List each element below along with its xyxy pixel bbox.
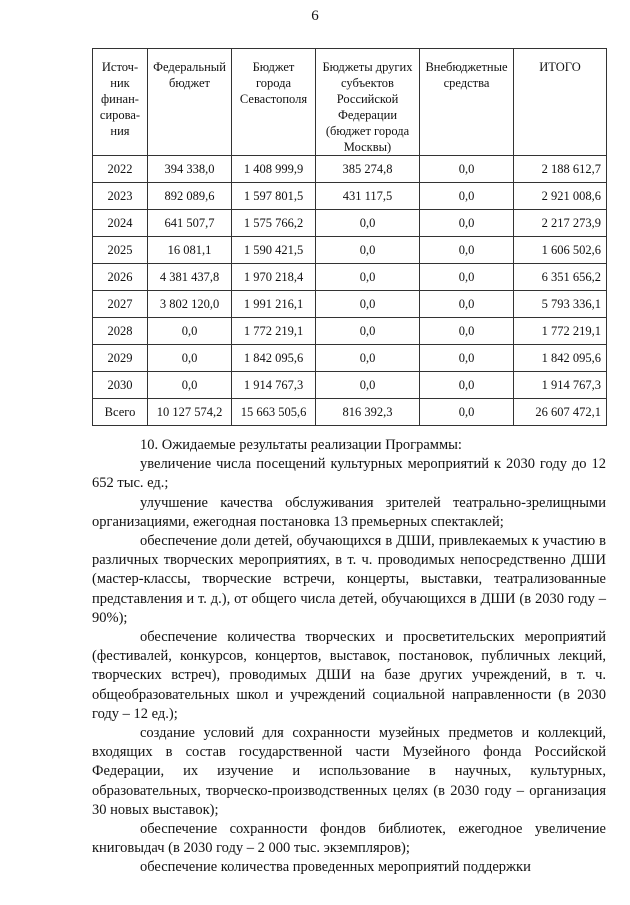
table-cell: 1 606 502,6 bbox=[514, 237, 607, 264]
table-cell: 1 970 218,4 bbox=[232, 264, 316, 291]
table-cell: 5 793 336,1 bbox=[514, 291, 607, 318]
table-body bbox=[93, 156, 607, 426]
table-cell: 0,0 bbox=[420, 318, 514, 345]
table-row bbox=[93, 318, 607, 345]
table-cell: 0,0 bbox=[316, 264, 420, 291]
paragraph: улучшение качества обслуживания зрителей театрально-зрелищными организациями, ежегодная постановка 13 премьерных спектаклей; bbox=[92, 494, 606, 530]
header-other-subjects-budget: Бюджеты других субъектов Российской Федерации (бюджет города Москвы) bbox=[316, 49, 420, 156]
table-cell: 10 127 574,2 bbox=[148, 399, 232, 426]
table-cell: 0,0 bbox=[316, 318, 420, 345]
paragraph: обеспечение доли детей, обучающихся в ДШИ, привлекаемых к участию в различных творческих мероприятиях, в т. ч. проводимых непосредственно ДШИ (мастер-классы, творческие встречи, концерты, выставки, театрализованные представления и т. д.), от общего числа детей, обучающихся в ДШИ (в 2030 году – 90%); bbox=[92, 533, 606, 626]
table-cell: 1 842 095,6 bbox=[232, 345, 316, 372]
table-cell: 0,0 bbox=[148, 318, 232, 345]
table-row bbox=[93, 237, 607, 264]
table-row bbox=[93, 345, 607, 372]
table-cell: 3 802 120,0 bbox=[148, 291, 232, 318]
table-cell: 0,0 bbox=[316, 210, 420, 237]
table-cell: 1 408 999,9 bbox=[232, 156, 316, 183]
table-cell: 1 842 095,6 bbox=[514, 345, 607, 372]
table-row bbox=[93, 291, 607, 318]
table-cell: 0,0 bbox=[420, 372, 514, 399]
table-cell-year: 2024 bbox=[93, 210, 148, 237]
header-extrabudgetary: Внебюджетные средства bbox=[420, 49, 514, 156]
table-cell: 641 507,7 bbox=[148, 210, 232, 237]
table-cell: 0,0 bbox=[316, 372, 420, 399]
paragraph: обеспечение количества творческих и просветительских мероприятий (фестивалей, конкурсов, концертов, выставок, постановок, публичных лекций, творческих встреч), проводимых ДШИ на базе других учреждений, в т. ч. общеобразовательных школ и учреждений социальной направленности (в 2030 году – 12 ед.); bbox=[92, 629, 606, 722]
table-cell-year: 2028 bbox=[93, 318, 148, 345]
paragraph: обеспечение сохранности фондов библиотек, ежегодное увеличение книговыдач (в 2030 году – 2 000 тыс. экземпляров); bbox=[92, 821, 606, 857]
header-federal-budget: Федеральный бюджет bbox=[148, 49, 232, 156]
table-cell: 0,0 bbox=[420, 399, 514, 426]
table-cell: 0,0 bbox=[420, 210, 514, 237]
table-header-row bbox=[93, 49, 607, 156]
table-cell: 394 338,0 bbox=[148, 156, 232, 183]
table-row bbox=[93, 183, 607, 210]
table-cell: 0,0 bbox=[420, 183, 514, 210]
table-cell-year: 2023 bbox=[93, 183, 148, 210]
table-cell: 0,0 bbox=[420, 345, 514, 372]
table-cell: 0,0 bbox=[420, 237, 514, 264]
paragraph: увеличение числа посещений культурных мероприятий к 2030 году до 12 652 тыс. ед.; bbox=[92, 456, 606, 492]
table-cell-year: 2030 bbox=[93, 372, 148, 399]
table-cell: 2 188 612,7 bbox=[514, 156, 607, 183]
paragraph: обеспечение количества проведенных мероприятий поддержки bbox=[140, 859, 531, 876]
table-cell: 1 597 801,5 bbox=[232, 183, 316, 210]
financing-table bbox=[92, 48, 607, 426]
header-source: Источ- ник финан- сирова- ния bbox=[93, 49, 148, 156]
table-cell: 0,0 bbox=[316, 237, 420, 264]
table-cell: 16 081,1 bbox=[148, 237, 232, 264]
table-cell: 1 991 216,1 bbox=[232, 291, 316, 318]
header-total: ИТОГО bbox=[514, 49, 607, 156]
body-text bbox=[92, 436, 606, 878]
table-cell-year: 2025 bbox=[93, 237, 148, 264]
table-cell: 0,0 bbox=[420, 264, 514, 291]
table-cell: 0,0 bbox=[316, 345, 420, 372]
table-row bbox=[93, 264, 607, 291]
table-cell: 1 914 767,3 bbox=[514, 372, 607, 399]
table-cell: 0,0 bbox=[420, 291, 514, 318]
header-sevastopol-budget: Бюджет города Севастополя bbox=[232, 49, 316, 156]
table-cell-year: Всего bbox=[93, 399, 148, 426]
table-cell: 0,0 bbox=[420, 156, 514, 183]
table-cell: 2 217 273,9 bbox=[514, 210, 607, 237]
page-number: 6 bbox=[311, 8, 319, 24]
table-cell: 1 914 767,3 bbox=[232, 372, 316, 399]
table-row bbox=[93, 156, 607, 183]
table-row bbox=[93, 399, 607, 426]
table-cell: 26 607 472,1 bbox=[514, 399, 607, 426]
table-cell: 4 381 437,8 bbox=[148, 264, 232, 291]
table-cell: 1 772 219,1 bbox=[232, 318, 316, 345]
table-cell: 0,0 bbox=[148, 372, 232, 399]
table-cell: 816 392,3 bbox=[316, 399, 420, 426]
table-cell: 1 772 219,1 bbox=[514, 318, 607, 345]
table-cell: 6 351 656,2 bbox=[514, 264, 607, 291]
table-cell: 15 663 505,6 bbox=[232, 399, 316, 426]
table-row bbox=[93, 372, 607, 399]
table-cell: 892 089,6 bbox=[148, 183, 232, 210]
table-cell: 385 274,8 bbox=[316, 156, 420, 183]
table-cell: 0,0 bbox=[148, 345, 232, 372]
table-row bbox=[93, 210, 607, 237]
table-cell-year: 2027 bbox=[93, 291, 148, 318]
section-heading: 10. Ожидаемые результаты реализации Программы: bbox=[140, 437, 462, 453]
table-cell: 1 575 766,2 bbox=[232, 210, 316, 237]
table-cell: 431 117,5 bbox=[316, 183, 420, 210]
paragraph: создание условий для сохранности музейных предметов и коллекций, входящих в состав государственной части Музейного фонда Российской Федерации, их изучение и использование в научных, культурных, образовательных, творческо-производственных целях (в 2030 году – организация 30 новых выставок); bbox=[92, 725, 606, 818]
table-cell-year: 2022 bbox=[93, 156, 148, 183]
table-cell-year: 2029 bbox=[93, 345, 148, 372]
table-cell: 1 590 421,5 bbox=[232, 237, 316, 264]
table-cell: 2 921 008,6 bbox=[514, 183, 607, 210]
table-cell-year: 2026 bbox=[93, 264, 148, 291]
table-cell: 0,0 bbox=[316, 291, 420, 318]
